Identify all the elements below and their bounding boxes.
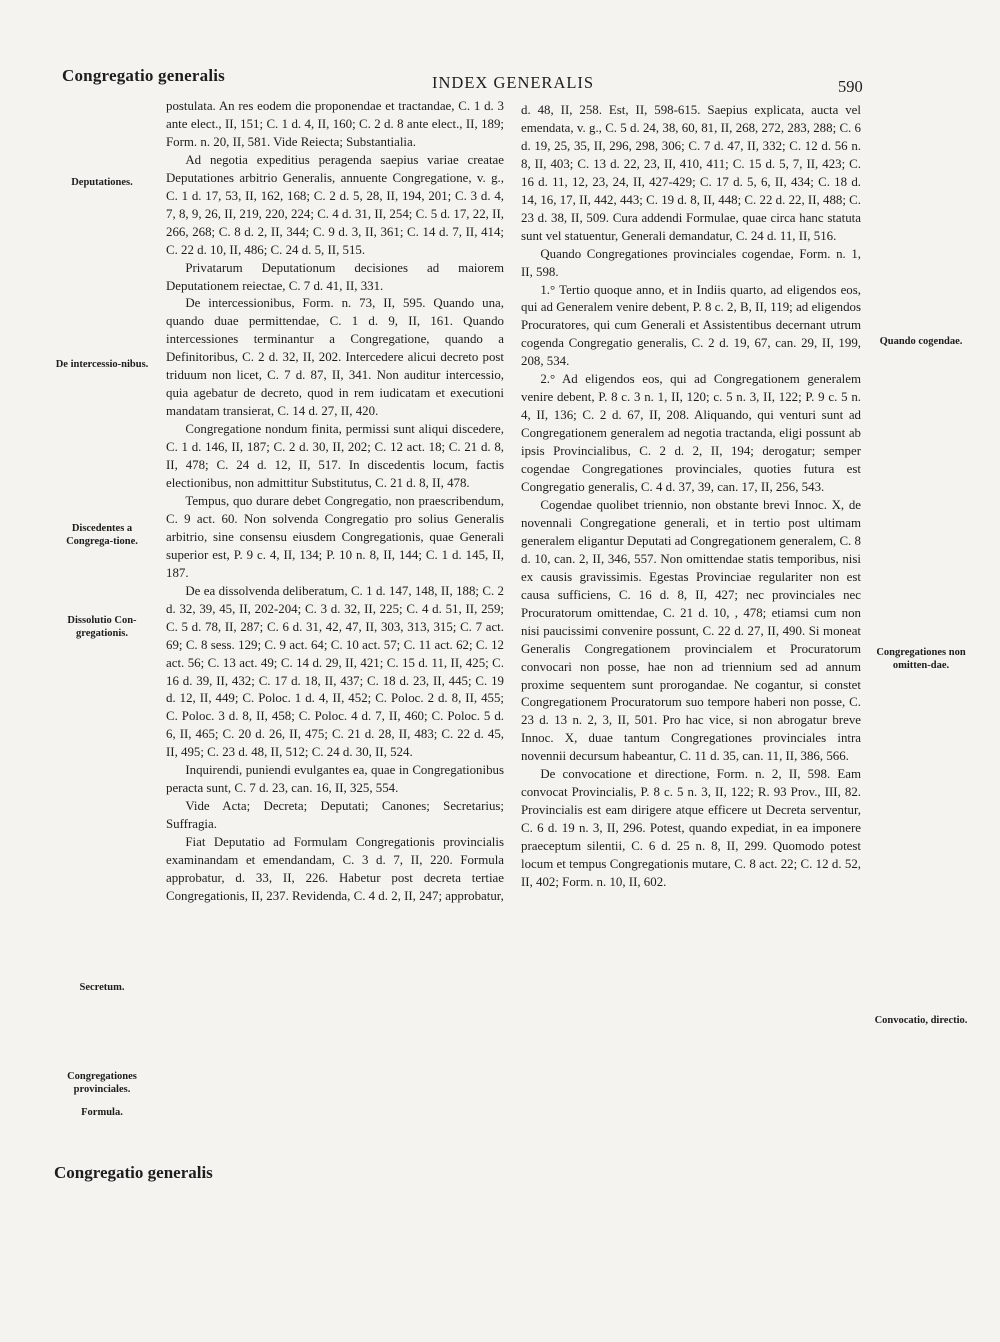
left-column [166, 98, 504, 906]
entry-triennio: Cogendae quolibet triennio, non obstante brevi Innoc. X, de novennali Congregatione generali, et in tertio post ultimam generalem eligantur Deputati ad Congregationem generalem, C. 8 d. 10, can. 2, II, 346, 557. Non omittendae statis temporibus, nisi ex causis gravissimis. Egestas Provinciae regulariter non est causa sufficiens, C. 16 d. 8, II, 427; nec provinciales nec Procuratorum omittendae, C. 21 d. 10, , 478; etiamsi cum non nisi paucissimi convenire possunt, C. 22 d. 27, II, 490. Si moneat Generalis Congregationem provincialem et Procuratorum convocari non posse, hae non ad triennium sed ad annum proxime sequentem sunt prorogandae. Ne cogantur, si constet Congregationem Procuratorum suo tempore haberi non posse, C. 23 d. 13 n. 2, 3, II, 501. Pro hac vice, si non abrogatur breve Innoc. X, duae tantum Congregationes provinciales intra novennii decursum habeantur, C. 11 d. 35, can. 11, II, 386, 566. [521, 497, 861, 764]
margin-note-dissolutio: Dissolutio Con-gregationis. [67, 615, 137, 639]
entry-deputationes: Ad negotia expeditius peragenda saepius variae creatae Deputationes arbitrio Generalis, annuente Congregatione, v. g., C. 1 d. 17, 53, II, 162, 168; C. 2 d. 5, 28, II, 194, 201; C. 3 d. 4, 7, 8, 9, 26, II, 219, 220, 224; C. 4 d. 31, II, 254; C. 5 d. 17, 22, II, 266, 268; C. 8 d. 2, II, 344; C. 9 d. 3, II, 361; C. 14 d. 7, II, 414; C. 22 d. 10, II, 486; C. 24 d. 5, II, 515. [166, 152, 504, 257]
margin-note-secretum: Secretum. [79, 982, 125, 993]
margin-note-provinciales: Congregationes provinciales. [67, 1071, 137, 1095]
entry-tempus: Tempus, quo durare debet Congregatio, non praescribendum, C. 9 act. 60. Non solvenda Congregatio pro solius Generalis arbitrio, sine consensu eiusdem Congregationis, quae Generali superior est, P. 9 c. 4, II, 134; P. 10 n. 8, II, 144; C. 1 d. 145, II, 187. [166, 493, 504, 580]
entry-eligendos: 2.° Ad eligendos eos, qui ad Congregationem generalem venire debent, P. 8 c. 3 n. 1, II, 120; c. 5 n. 3, II, 122; P. 9 c. 5 n. 4, II, 136; C. 2 d. 67, II, 208. Aliquando, qui venturi sunt ad Congregationem generalem ad negotia tractanda, eligi possunt ab ipsis Provincialibus, C. 2 d. 2, II, 194; derogatur; semper cogendae Congregationes provinciales, quoties futura est Congregatio generalis, C. 4 d. 37, 39, can. 17, II, 256, 543. [521, 372, 861, 495]
right-column [521, 102, 861, 892]
entry-vide: Vide Acta; Decreta; Deputati; Canones; Secretarius; Suffragia. [166, 799, 504, 832]
margin-note-formula: Formula. [81, 1107, 123, 1118]
entry-quando-cogendae: Quando Congregationes provinciales cogendae, Form. n. 1, II, 598. [521, 246, 861, 279]
entry-privatae-deputationes: Privatarum Deputationum decisiones ad maiorem Deputationem reiectae, C. 7 d. 41, II, 331. [166, 260, 504, 293]
margin-note-intercessiones: De intercessio-nibus. [55, 359, 149, 370]
running-head-center: INDEX GENERALIS [432, 73, 595, 92]
entry-dissolvenda: De ea dissolvenda deliberatum, C. 1 d. 147, 148, II, 188; C. 2 d. 32, 39, 45, II, 202-204; C. 3 d. 32, II, 225; C. 4 d. 51, II, 259; C. 5 d. 78, II, 287; C. 6 d. 31, 42, 47, II, 303, 313, 315; C. 7 act. 69; C. 8 sess. 129; C. 9 act. 64; C. 10 act. 57; C. 11 act. 62; C. 12 act. 56; C. 13 act. 49; C. 14 d. 29, II, 421; C. 15 d. 11, II, 425; C. 16 d. 39, II, 432; C. 17 d. 18, II, 437; C. 18 d. 23, II, 445; C. 19 d. 12, II, 449; C. Poloc. 1 d. 4, II, 452; C. Poloc. 2 d. 8, II, 455; C. Poloc. 3 d. 8, II, 458; C. Poloc. 4 d. 7, II, 460; C. Poloc. 5 d. 6, II, 465; C. 20 d. 26, II, 475; C. 21 d. 28, II, 483; C. 22 d. 45, II, 495; C. 23 d. 48, II, 512; C. 24 d. 30, II, 524. [166, 583, 504, 760]
entry-formula: Fiat Deputatio ad Formulam Congregationis provincialis examinandam et emendandam, C. 3 d. 7, II, 220. Formula approbatur, d. 33, II, 226. Habetur post decreta tertiae Congregationis, II, 237. Revidenda, C. 4 d. 2, II, 247; approbatur, [166, 835, 504, 903]
entry-intercessiones: De intercessionibus, Form. n. 73, II, 595. Quando una, quando duae permittendae, C. 1 d. 9, II, 161. Quando intercessiones terminantur a Congregatione, quando a Definitoribus, C. 2 d. 32, II, 202. Intercedere alicui decreto post triduum non licet, C. 7 d. 87, II, 341. Non auditur intercessio, quia agebatur de decreto, quod in rem iudicatam et executioni mandatam transierat, C. 14 d. 27, II, 420. [166, 296, 504, 419]
margin-note-convocatio: Convocatio, directio. [874, 1015, 968, 1026]
entry-formula-continued: d. 48, II, 258. Est, II, 598-615. Saepius explicata, aucta vel emendata, v. g., C. 5 d. 24, 38, 60, 81, II, 268, 272, 283, 288; C. 6 d. 19, 25, 35, II, 296, 298, 306; C. 7 d. 47, II, 332; C. 12 d. 56 n. 8, II, 403; C. 13 d. 22, 23, II, 410, 411; C. 15 d. 5, 7, II, 423; C. 16 d. 11, 12, 23, 24, II, 427-429; C. 17 d. 5, 6, II, 434; C. 18 d. 14, 16, 17, II, 442, 443; C. 19 d. 8, II, 448; C. 22 d. 22, II, 488; C. 23 d. 38, II, 509. Cura addendi Formulae, quae circa hanc statuta sunt vel statuentur, Generali demandatur, C. 24 d. 11, II, 516. [521, 103, 861, 243]
running-foot: Congregatio generalis [54, 1163, 213, 1182]
entry-discedentes: Congregatione nondum finita, permissi sunt aliqui discedere, C. 1 d. 146, II, 187; C. 2 d. 30, II, 202; C. 12 act. 18; C. 21 d. 8, II, 478; C. 24 d. 12, II, 517. In discedentis locum, factis electionibus, non admittitur Substitutus, C. 21 d. 8, II, 478. [166, 422, 504, 491]
margin-note-discedentes: Discedentes a Congrega-tione. [66, 523, 138, 547]
entry-tertio-anno: 1.° Tertio quoque anno, et in Indiis quarto, ad eligendos eos, qui ad Generalem venire debent, P. 8 c. 2, B, II, 119; ad eligendos Procuratores, qui cum Generali et Assistentibus decernant utrum cogenda Congregatio generalis, C. 2 d. 19, 67, can. 29, II, 199, 208, 534. [521, 282, 861, 369]
entry-postulata: postulata. An res eodem die proponendae et tractandae, C. 1 d. 3 ante elect., II, 151; C. 1 d. 4, II, 160; C. 2 d. 8 ante elect., II, 189; Form. n. 20, II, 581. Vide Reiecta; Substantialia. [166, 99, 504, 149]
margin-note-quando-cogendae: Quando cogendae. [879, 336, 963, 347]
running-head-left: Congregatio generalis [62, 66, 226, 85]
margin-note-deputationes: Deputationes. [71, 177, 133, 188]
entry-secretum: Inquirendi, puniendi evulgantes ea, quae in Congregationibus peracta sunt, C. 7 d. 23, can. 16, II, 325, 554. [166, 763, 504, 796]
page-number: 590 [838, 77, 863, 96]
margin-note-non-omittendae: Congregationes non omitten-dae. [876, 647, 966, 671]
entry-convocatione: De convocatione et directione, Form. n. 2, II, 598. Eam convocat Provincialis, P. 8 c. 5 n. 3, II, 122; R. 93 Prov., III, 82. Provincialis est eam dirigere atque efficere ut Decreta serventur, C. 6 d. 19 n. 3, II, 296. Potest, quando expediat, in ea imponere praeceptum silentii, C. 6 d. 25 n. 8, II, 299. Quomodo potest locum et tempus Congregationis mutare, C. 8 act. 22; C. 12 d. 52, II, 402; Form. n. 10, II, 602. [521, 767, 861, 889]
